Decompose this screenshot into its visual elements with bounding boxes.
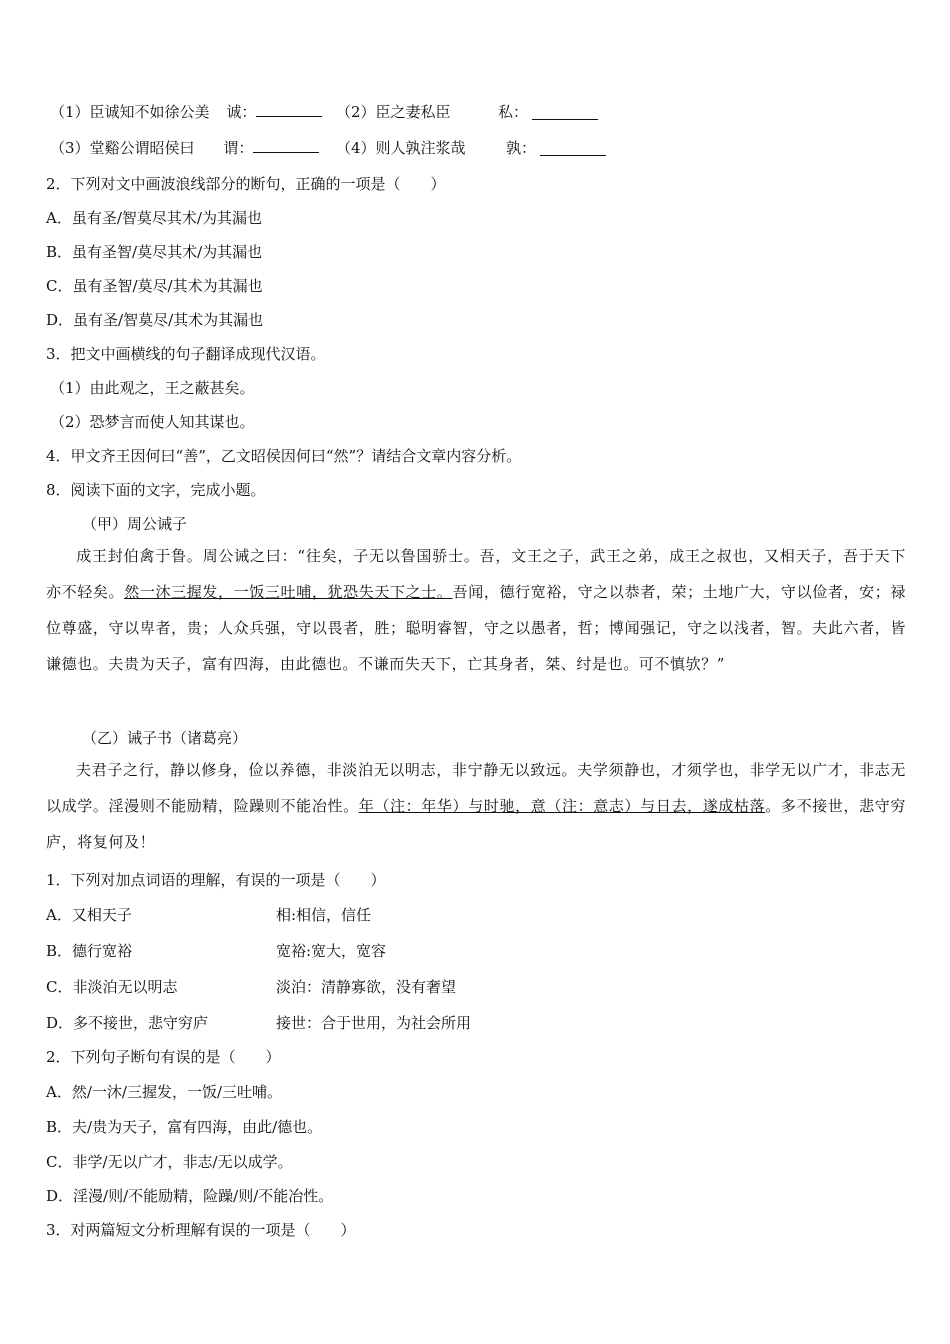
vocab-row-1 — [50, 102, 322, 122]
q3-stem: 3．把文中画横线的句子翻译成现代汉语。 — [46, 345, 326, 363]
passage-jia-part2: 吾闻，德行宽裕，守之以恭者，荣；土地广大，守以俭者，安；禄位尊盛，守以卑者，贵；人众兵强，守以畏者，胜；聪明睿智，守之以愚者，哲；博闻强记，守之以浅者，智。夫此六者，皆谦德也。夫贵为天子，富有四海，由此德也。不谦而失天下，亡其身者，桀、纣是也。可不慎欤？” — [46, 583, 906, 673]
vocab-item-2: （2）臣之妻私臣 — [336, 103, 451, 121]
sq1-option-b[interactable] — [46, 941, 387, 961]
sq2-option-b[interactable]: B．夫/贵为天子，富有四海，由此/德也。 — [46, 1118, 323, 1136]
q2-stem: 2．下列对文中画波浪线部分的断句，正确的一项是（ ） — [46, 175, 446, 193]
q3-sentence-1: （1）由此观之，王之蔽甚矣。 — [50, 379, 255, 397]
sq2-option-c[interactable]: C．非学/无以广才，非志/无以成学。 — [46, 1153, 293, 1171]
answer-blank-4[interactable] — [540, 141, 606, 156]
passage-yi-part2: 。多不接世，悲守穷庐，将复何及！ — [46, 797, 906, 851]
q4-stem: 4．甲文齐王因何曰“善”，乙文昭侯因何曰“然”？请结合文章内容分析。 — [46, 447, 522, 465]
sq2-option-d[interactable]: D．淫漫/则/不能励精，险躁/则/不能冶性。 — [46, 1187, 334, 1205]
answer-blank-3[interactable] — [253, 138, 319, 153]
passage-yi-part1: 夫君子之行，静以修身，俭以养德，非淡泊无以明志，非宁静无以致远。夫学须静也，才须学也，非学无以广才，非志无以成学。淫漫则不能励精，险躁则不能冶性。 — [46, 761, 906, 815]
passage-yi — [46, 752, 906, 860]
passage-jia-part1: 成王封伯禽于鲁。周公诫之曰：“往矣，子无以鲁国骄士。吾，文王之子，武王之弟，成王之叔也，又相天子，吾于天下亦不轻矣。 — [46, 547, 906, 601]
sq1-option-a-text: A．又相天子 — [46, 906, 132, 924]
sq1-option-d-gloss: 接世：合于世用，为社会所用 — [276, 1014, 472, 1032]
sq1-option-b-text: B．德行宽裕 — [46, 942, 133, 960]
sq1-option-a-gloss: 相:相信，信任 — [276, 906, 372, 924]
vocab-item-4: （4）则人孰注浆哉 — [336, 139, 466, 157]
answer-blank-2[interactable] — [532, 105, 598, 120]
sq1-option-b-gloss: 宽裕:宽大，宽容 — [276, 942, 387, 960]
passage-yi-underlined: 年（注：年华）与时驰，意（注：意志）与日去，遂成枯落 — [358, 797, 766, 815]
sq1-option-c-text: C．非淡泊无以明志 — [46, 978, 178, 996]
sq1-stem: 1．下列对加点词语的理解，有误的一项是（ ） — [46, 871, 386, 889]
vocab-item-1: （1）臣诚知不如徐公美 — [50, 103, 210, 121]
vocab-key-3: 谓： — [223, 139, 254, 157]
q3-sentence-2: （2）恐梦言而使人知其谋也。 — [50, 413, 255, 431]
vocab-key-1: 诚： — [226, 103, 257, 121]
passage-jia — [46, 538, 906, 682]
sq2-option-a[interactable]: A．然/一沐/三握发，一饭/三吐哺。 — [46, 1083, 282, 1101]
vocab-row-1b — [336, 102, 529, 122]
q2-option-d[interactable]: D．虽有圣/智莫尽/其术为其漏也 — [46, 311, 264, 329]
sq1-option-c-gloss: 淡泊：清静寡欲，没有奢望 — [276, 978, 457, 996]
sq1-option-c[interactable] — [46, 977, 457, 997]
q8-stem: 8．阅读下面的文字，完成小题。 — [46, 481, 266, 499]
sq2-stem: 2．下列句子断句有误的是（ ） — [46, 1048, 281, 1066]
vocab-key-2: 私： — [498, 103, 529, 121]
vocab-row-2 — [50, 138, 319, 158]
passage-yi-title: （乙）诫子书（诸葛亮） — [82, 729, 248, 747]
passage-jia-underlined: 然一沐三握发，一饭三吐哺，犹恐失天下之士。 — [124, 583, 453, 601]
q2-option-c[interactable]: C．虽有圣智/莫尽/其术为其漏也 — [46, 277, 263, 295]
q2-option-b[interactable]: B．虽有圣智/莫尽其术/为其漏也 — [46, 243, 263, 261]
answer-blank-1[interactable] — [256, 102, 322, 117]
sq1-option-a[interactable] — [46, 905, 372, 925]
vocab-key-4: 孰： — [506, 139, 537, 157]
vocab-item-3: （3）堂谿公谓昭侯曰 — [50, 139, 195, 157]
passage-jia-title: （甲）周公诫子 — [82, 515, 188, 533]
sq3-stem: 3．对两篇短文分析理解有误的一项是（ ） — [46, 1221, 356, 1239]
sq1-option-d-text: D．多不接世，悲守穷庐 — [46, 1014, 209, 1032]
sq1-option-d[interactable] — [46, 1013, 472, 1033]
q2-option-a[interactable]: A．虽有圣/智莫尽其术/为其漏也 — [46, 209, 262, 227]
vocab-row-2b — [336, 138, 537, 158]
